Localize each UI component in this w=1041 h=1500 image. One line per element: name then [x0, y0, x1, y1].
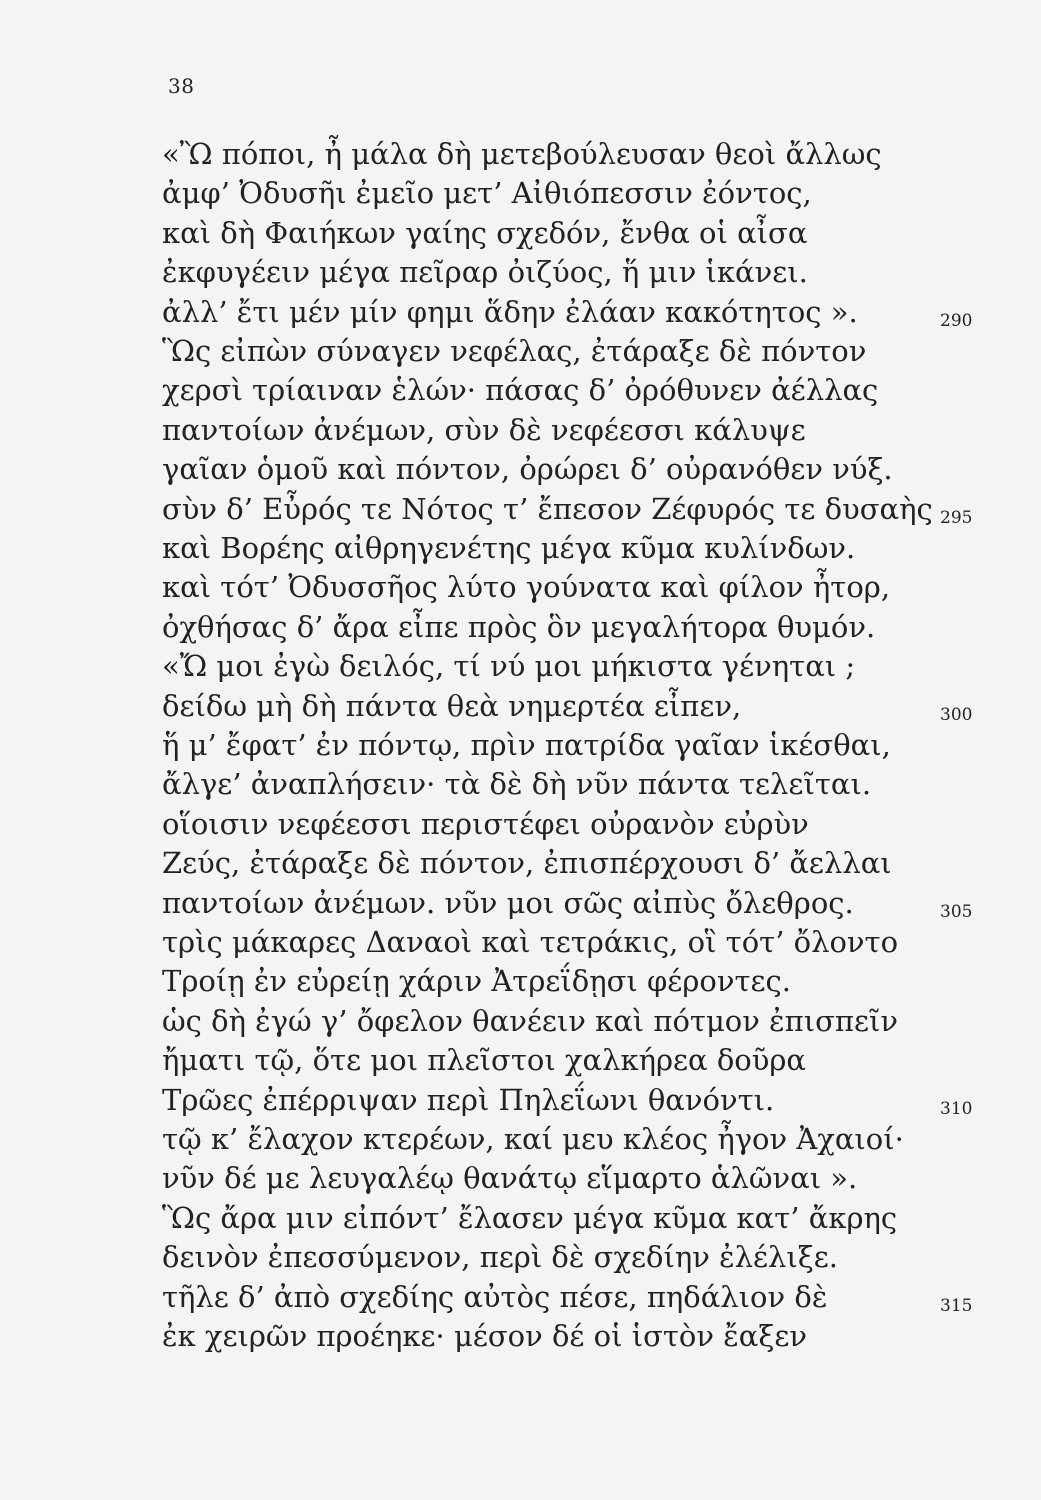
verse-line: δείδω μὴ δὴ πάντα θεὰ νημερτέα εἶπεν,: [162, 688, 742, 723]
verse-line: ἄλγε’ ἀναπλήσειν· τὰ δὲ δὴ νῦν πάντα τελεῖται.: [162, 767, 872, 802]
verse-line: τῷ κ’ ἔλαχον κτερέων, καί μευ κλέος ἦγον Ἀχαιοί·: [162, 1122, 904, 1156]
verse-line: «Ὢ πόποι, ἦ μάλα δὴ μετεβούλευσαν θεοὶ ἄλλως: [162, 137, 882, 171]
line-number: 290: [940, 310, 973, 331]
line-number: 315: [940, 1295, 973, 1316]
verse-line: παντοίων ἀνέμων, σὺν δὲ νεφέεσσι κάλυψε: [162, 412, 806, 447]
verse-line: χερσὶ τρίαιναν ἑλών· πάσας δ’ ὀρόθυνεν ἀέλλας: [162, 373, 879, 408]
verse-line: νῦν δέ με λευγαλέῳ θανάτῳ εἵμαρτο ἁλῶναι ».: [162, 1161, 858, 1196]
verse-line: Ζεύς, ἐτάραξε δὲ πόντον, ἐπισπέρχουσι δ’ ἄελλαι: [162, 846, 892, 881]
verse-line: καὶ Βορέης αἰθρηγενέτης μέγα κῦμα κυλίνδων.: [162, 531, 856, 565]
line-number: 305: [940, 901, 973, 922]
verse-line: γαῖαν ὁμοῦ καὶ πόντον, ὀρώρει δ’ οὐρανόθεν νύξ.: [162, 452, 893, 487]
verse-line: ἀμφ’ Ὀδυσῆι ἐμεῖο μετ’ Αἰθιόπεσσιν ἐόντος,: [162, 176, 812, 211]
verse-line: Τρῶες ἐπέρριψαν περὶ Πηλεΐωνι θανόντι.: [162, 1082, 775, 1117]
line-number: 295: [940, 507, 973, 528]
verse-line: ὀχθήσας δ’ ἄρα εἶπε πρὸς ὃν μεγαλήτορα θυμόν.: [162, 609, 876, 644]
line-number: 310: [940, 1098, 973, 1119]
verse-line: ἀλλ’ ἔτι μέν μίν φημι ἅδην ἐλάαν κακότητος ».: [162, 294, 858, 329]
verse-line: δεινὸν ἐπεσσύμενον, περὶ δὲ σχεδίην ἐλέλιξε.: [162, 1240, 839, 1275]
verse-line: Ὣς εἰπὼν σύναγεν νεφέλας, ἐτάραξε δὲ πόντον: [162, 334, 867, 368]
line-number: 300: [940, 704, 973, 725]
verse-line: ὡς δὴ ἐγώ γ’ ὄφελον θανέειν καὶ πότμον ἐπισπεῖν: [162, 1003, 898, 1038]
verse-line: οἵοισιν νεφέεσσι περιστέφει οὐρανὸν εὐρὺν: [162, 806, 809, 841]
verse-line: ἤματι τῷ, ὅτε μοι πλεῖστοι χαλκήρεα δοῦρα: [162, 1043, 807, 1078]
page-number: 38: [168, 74, 195, 98]
verse-line: Τροίῃ ἐν εὐρείῃ χάριν Ἀτρεΐδῃσι φέροντες.: [162, 964, 791, 999]
verse-line: ἐκφυγέειν μέγα πεῖραρ ὀιζύος, ἥ μιν ἱκάνει.: [162, 255, 808, 290]
verse-line: σὺν δ’ Εὖρός τε Νότος τ’ ἔπεσον Ζέφυρός τε δυσαὴς: [162, 491, 933, 526]
verse-line: τῆλε δ’ ἀπὸ σχεδίης αὐτὸς πέσε, πηδάλιον δὲ: [162, 1279, 828, 1314]
verse-line: καὶ δὴ Φαιήκων γαίης σχεδόν, ἔνθα οἱ αἶσα: [162, 215, 808, 250]
verse-line: παντοίων ἀνέμων. νῦν μοι σῶς αἰπὺς ὄλεθρος.: [162, 885, 854, 920]
verse-line: Ὣς ἄρα μιν εἰπόντ’ ἔλασεν μέγα κῦμα κατ’ ἄκρης: [162, 1200, 898, 1235]
verse-line: ἥ μ’ ἔφατ’ ἐν πόντῳ, πρὶν πατρίδα γαῖαν ἱκέσθαι,: [162, 728, 891, 762]
verse-line: καὶ τότ’ Ὀδυσσῆος λύτο γούνατα καὶ φίλον ἦτορ,: [162, 570, 891, 605]
verse-line: τρὶς μάκαρες Δαναοὶ καὶ τετράκις, οἳ τότ’ ὄλοντο: [162, 925, 899, 959]
verse-line: «Ὤ μοι ἐγὼ δειλός, τί νύ μοι μήκιστα γένηται ;: [162, 649, 856, 684]
verse-line: ἐκ χειρῶν προέηκε· μέσον δέ οἱ ἱστὸν ἔαξεν: [162, 1319, 807, 1353]
